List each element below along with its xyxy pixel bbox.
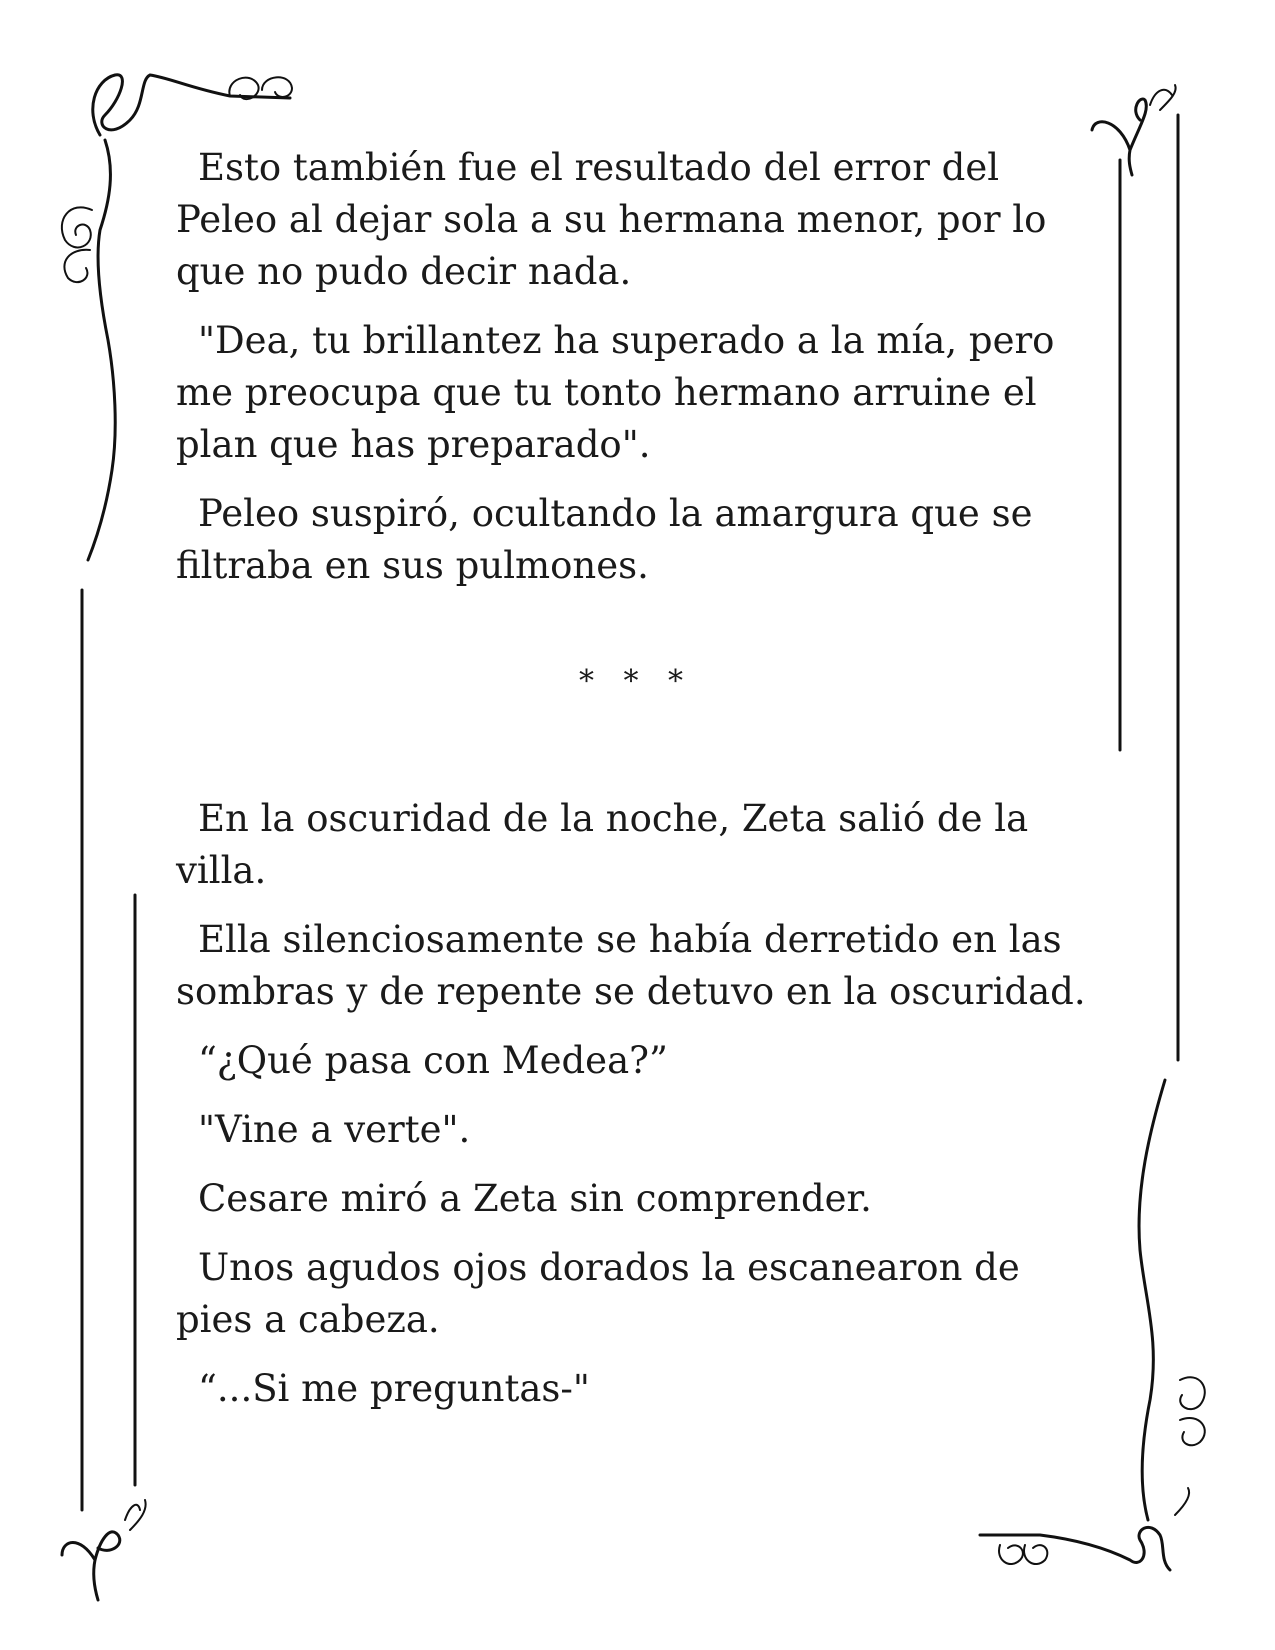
paragraph: En la oscuridad de la noche, Zeta salió de la villa.	[176, 797, 1029, 892]
flourish-bottom-left	[62, 1532, 120, 1600]
paragraph: Esto también fue el resultado del error del Peleo al dejar sola a su hermana menor, por lo que no pudo decir nada.	[176, 146, 1047, 293]
paragraph: Ella silenciosamente se había derretido en las sombras y de repente se detuvo en la oscuridad.	[176, 918, 1086, 1013]
paragraph: Peleo suspiró, ocultando la amargura que se filtraba en sus pulmones.	[176, 492, 1033, 587]
curve-left-upper	[88, 140, 115, 560]
curve-right-lower	[1139, 1080, 1165, 1520]
flourish-top-left	[93, 75, 290, 135]
dialogue-line: “...Si me preguntas-"	[198, 1367, 590, 1410]
body-text	[176, 142, 1096, 1432]
section-separator: * * *	[578, 664, 694, 699]
paragraph: Unos agudos ojos dorados la escanearon de pies a cabeza.	[176, 1246, 1020, 1341]
paragraph: "Dea, tu brillantez ha superado a la mía, pero me preocupa que tu tonto hermano arruine el plan que has preparado".	[176, 319, 1055, 466]
dialogue-line: “¿Qué pasa con Medea?”	[198, 1039, 668, 1082]
paragraph: Cesare miró a Zeta sin comprender.	[198, 1177, 872, 1220]
dialogue-line: "Vine a verte".	[198, 1108, 471, 1151]
